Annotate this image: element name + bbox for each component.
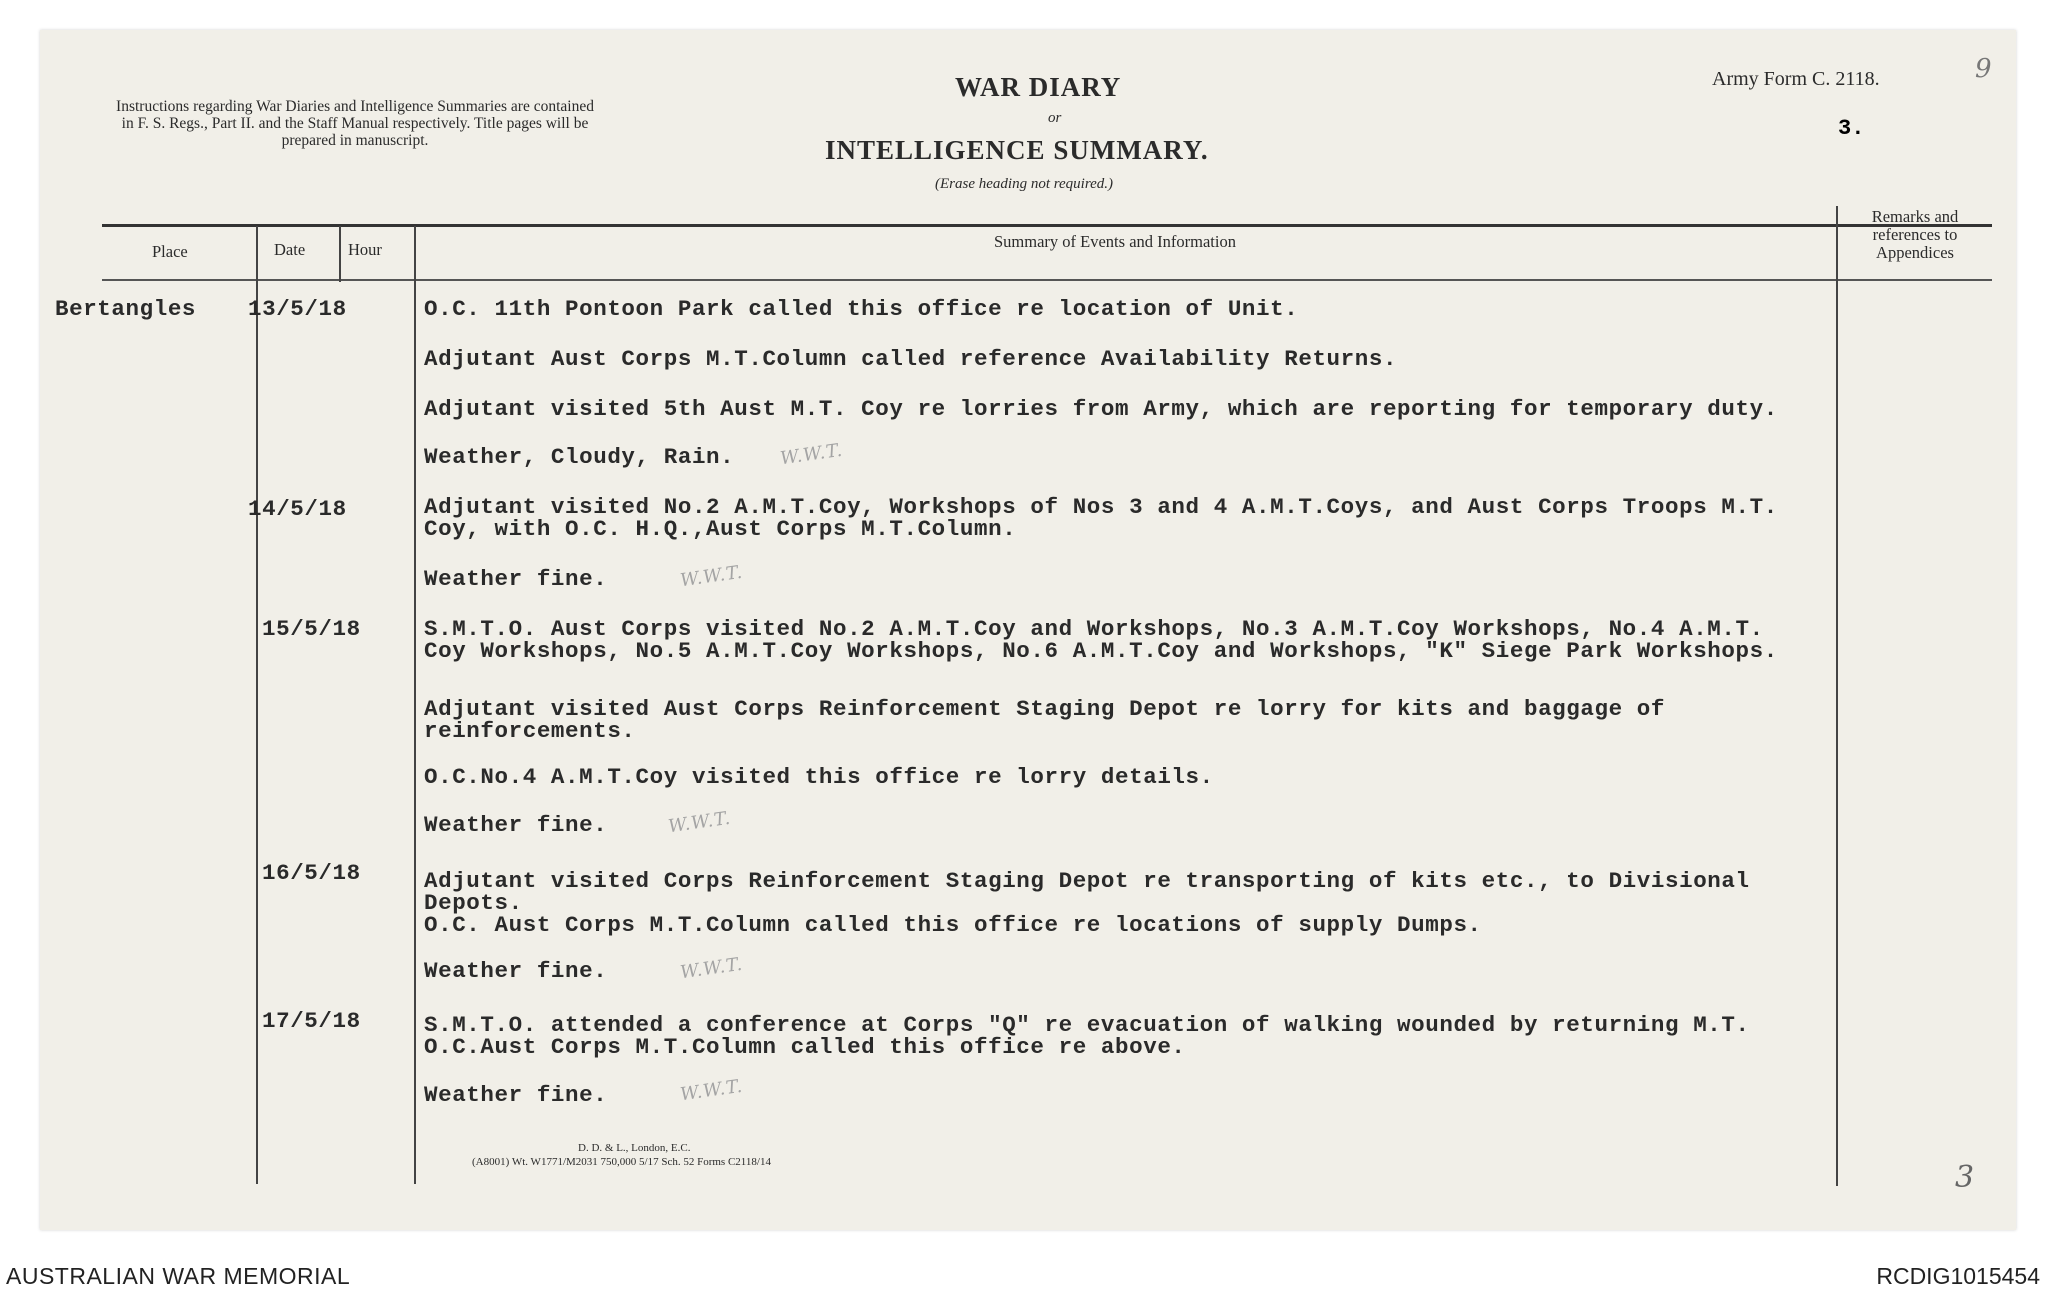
form-title-or: or bbox=[1048, 110, 1062, 126]
diary-entry: Weather fine. bbox=[424, 958, 608, 984]
initials-mark: W.W.T. bbox=[678, 561, 745, 592]
diary-entry: O.C. Aust Corps M.T.Column called this office re locations of supply Dumps. bbox=[424, 912, 1482, 938]
header-place: Place bbox=[152, 242, 188, 261]
diary-entry: S.M.T.O. Aust Corps visited No.2 A.M.T.Coy and Workshops, No.3 A.M.T.Coy Workshops, No.4 A.M.T. Coy Workshops, No.5 A.M.T.Coy Workshops, No.6 A.M.T.Coy and Workshops, "K" Siege Park Workshops. bbox=[424, 616, 1778, 664]
diary-entry: Adjutant visited No.2 A.M.T.Coy, Workshops of Nos 3 and 4 A.M.T.Coys, and Aust Corps Troops M.T. Coy, with O.C. H.Q.,Aust Corps M.T.Column. bbox=[424, 494, 1778, 542]
archive-id: RCDIG1015454 bbox=[1876, 1263, 2040, 1289]
diary-entry: O.C.No.4 A.M.T.Coy visited this office re lorry details. bbox=[424, 764, 1214, 790]
folio-mark-bottom: 3 bbox=[1955, 1160, 1975, 1195]
diary-entry: Weather fine. bbox=[424, 1082, 608, 1108]
initials-mark: W.W.T. bbox=[778, 439, 845, 470]
header-summary: Summary of Events and Information bbox=[994, 232, 1236, 251]
printer-form-code: (A8001) Wt. W1771/M2031 750,000 5/17 Sch. 52 Forms C2118/14 bbox=[472, 1156, 771, 1168]
diary-entry: Adjutant visited Corps Reinforcement Staging Depot re transporting of kits etc., to Divisional Depots. bbox=[424, 868, 1750, 916]
date-entry: 13/5/18 bbox=[248, 296, 347, 322]
date-column-rule bbox=[256, 226, 258, 1184]
header-remarks: Remarks and references to Appendices bbox=[1871, 207, 1959, 262]
header-top-rule bbox=[102, 224, 1992, 227]
initials-mark: W.W.T. bbox=[666, 807, 733, 838]
header-hour: Hour bbox=[348, 240, 382, 259]
diary-entry: Adjutant Aust Corps M.T.Column called reference Availability Returns. bbox=[424, 346, 1398, 372]
page-number: 3. bbox=[1838, 116, 1865, 141]
diary-entry: Weather fine. bbox=[424, 566, 608, 592]
place-entry: Bertangles bbox=[55, 296, 197, 322]
date-entry: 15/5/18 bbox=[262, 616, 361, 642]
header-date: Date bbox=[274, 240, 306, 259]
initials-mark: W.W.T. bbox=[678, 953, 745, 984]
form-subtitle: INTELLIGENCE SUMMARY. bbox=[825, 135, 1209, 165]
initials-mark: W.W.T. bbox=[678, 1075, 745, 1106]
diary-entry: Weather, Cloudy, Rain. bbox=[424, 444, 735, 470]
hour-column-rule bbox=[339, 226, 341, 282]
date-entry: 14/5/18 bbox=[248, 496, 347, 522]
instructions-text: Instructions regarding War Diaries and Intelligence Summaries are contained in F. S. Regs., Part II. and the Staff Manual respectively. Title pages will be prepared in manuscript. bbox=[116, 98, 594, 149]
diary-entry: Adjutant visited Aust Corps Reinforcement Staging Depot re lorry for kits and baggage of reinforcements. bbox=[424, 696, 1665, 744]
date-entry: 16/5/18 bbox=[262, 860, 361, 886]
header-bottom-rule bbox=[102, 279, 1992, 281]
diary-entry: S.M.T.O. attended a conference at Corps "Q" re evacuation of walking wounded by returning M.T. O.C.Aust Corps M.T.Column called this office re above. bbox=[424, 1012, 1750, 1060]
form-number: Army Form C. 2118. bbox=[1712, 68, 1880, 90]
printer-imprint: D. D. & L., London, E.C. bbox=[578, 1142, 691, 1154]
diary-entry: Weather fine. bbox=[424, 812, 608, 838]
folio-mark: 9 bbox=[1975, 54, 1992, 84]
date-entry: 17/5/18 bbox=[262, 1008, 361, 1034]
summary-column-rule bbox=[414, 226, 416, 1184]
diary-entry: O.C. 11th Pontoon Park called this office re location of Unit. bbox=[424, 296, 1299, 322]
form-title: WAR DIARY bbox=[955, 72, 1122, 102]
erase-note: (Erase heading not required.) bbox=[935, 176, 1114, 192]
archive-credit: AUSTRALIAN WAR MEMORIAL bbox=[6, 1263, 351, 1289]
diary-entry: Adjutant visited 5th Aust M.T. Coy re lorries from Army, which are reporting for temporary duty. bbox=[424, 396, 1778, 422]
